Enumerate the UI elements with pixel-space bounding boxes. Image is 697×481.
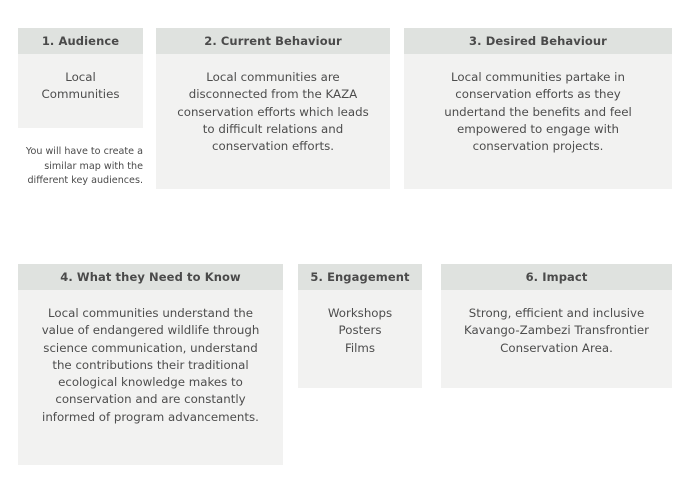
- impact-line: Conservation Area.: [500, 340, 613, 355]
- need-to-know-title: 4. What they Need to Know: [18, 264, 283, 290]
- desired-behaviour-line: undertand the benefits and feel: [444, 104, 632, 119]
- current-behaviour-card: [156, 28, 390, 189]
- impact-card: [441, 264, 672, 388]
- need-to-know-line: value of endangered wildlife through: [41, 323, 260, 338]
- desired-behaviour-line: conservation efforts as they: [455, 87, 621, 102]
- audience-note: [18, 145, 143, 189]
- need-to-know-text: [18, 290, 283, 426]
- desired-behaviour-text: [404, 54, 672, 155]
- current-behaviour-line: Local communities are: [206, 70, 340, 84]
- note-line: You will have to create a: [25, 146, 143, 157]
- need-to-know-line: ecological knowledge makes to: [58, 375, 243, 390]
- engagement-line: Workshops: [327, 306, 393, 320]
- impact-line: Strong, efficient and inclusive: [468, 306, 645, 320]
- impact-title: 6. Impact: [441, 264, 672, 290]
- note-line: similar map with the: [44, 160, 143, 172]
- desired-behaviour-line: Local communities partake in: [451, 70, 625, 84]
- need-to-know-line: informed of program advancements.: [42, 409, 259, 424]
- need-to-know-line: Local communities understand the: [48, 306, 253, 320]
- desired-behaviour-line: empowered to engage with: [456, 121, 620, 136]
- current-behaviour-title: 2. Current Behaviour: [156, 28, 390, 54]
- impact-text: [441, 290, 672, 357]
- audience-text: [18, 54, 143, 104]
- need-to-know-line: conservation and are constantly: [55, 392, 246, 407]
- desired-behaviour-line: conservation projects.: [472, 139, 604, 154]
- engagement-line: Posters: [338, 323, 382, 338]
- desired-behaviour-title: 3. Desired Behaviour: [404, 28, 672, 54]
- desired-behaviour-card: [404, 28, 672, 189]
- current-behaviour-text: [156, 54, 390, 155]
- audience-text-line: Communities: [41, 87, 120, 102]
- audience-card: [18, 28, 143, 128]
- audience-title: 1. Audience: [18, 28, 143, 54]
- engagement-title: 5. Engagement: [298, 264, 422, 290]
- engagement-text: [298, 290, 422, 357]
- need-to-know-card: [18, 264, 283, 465]
- impact-line: Kavango-Zambezi Transfrontier: [463, 323, 650, 338]
- need-to-know-line: science communication, understand: [43, 340, 258, 355]
- current-behaviour-line: to difficult relations and: [202, 121, 344, 136]
- need-to-know-line: the contributions their traditional: [52, 357, 249, 372]
- engagement-card: [298, 264, 422, 388]
- note-line: different key audiences.: [27, 175, 143, 187]
- current-behaviour-line: disconnected from the KAZA: [188, 87, 358, 102]
- engagement-line: Films: [344, 340, 376, 355]
- current-behaviour-line: conservation efforts.: [212, 139, 334, 154]
- current-behaviour-line: conservation efforts which leads: [177, 104, 369, 119]
- audience-text-line: Local: [65, 70, 96, 84]
